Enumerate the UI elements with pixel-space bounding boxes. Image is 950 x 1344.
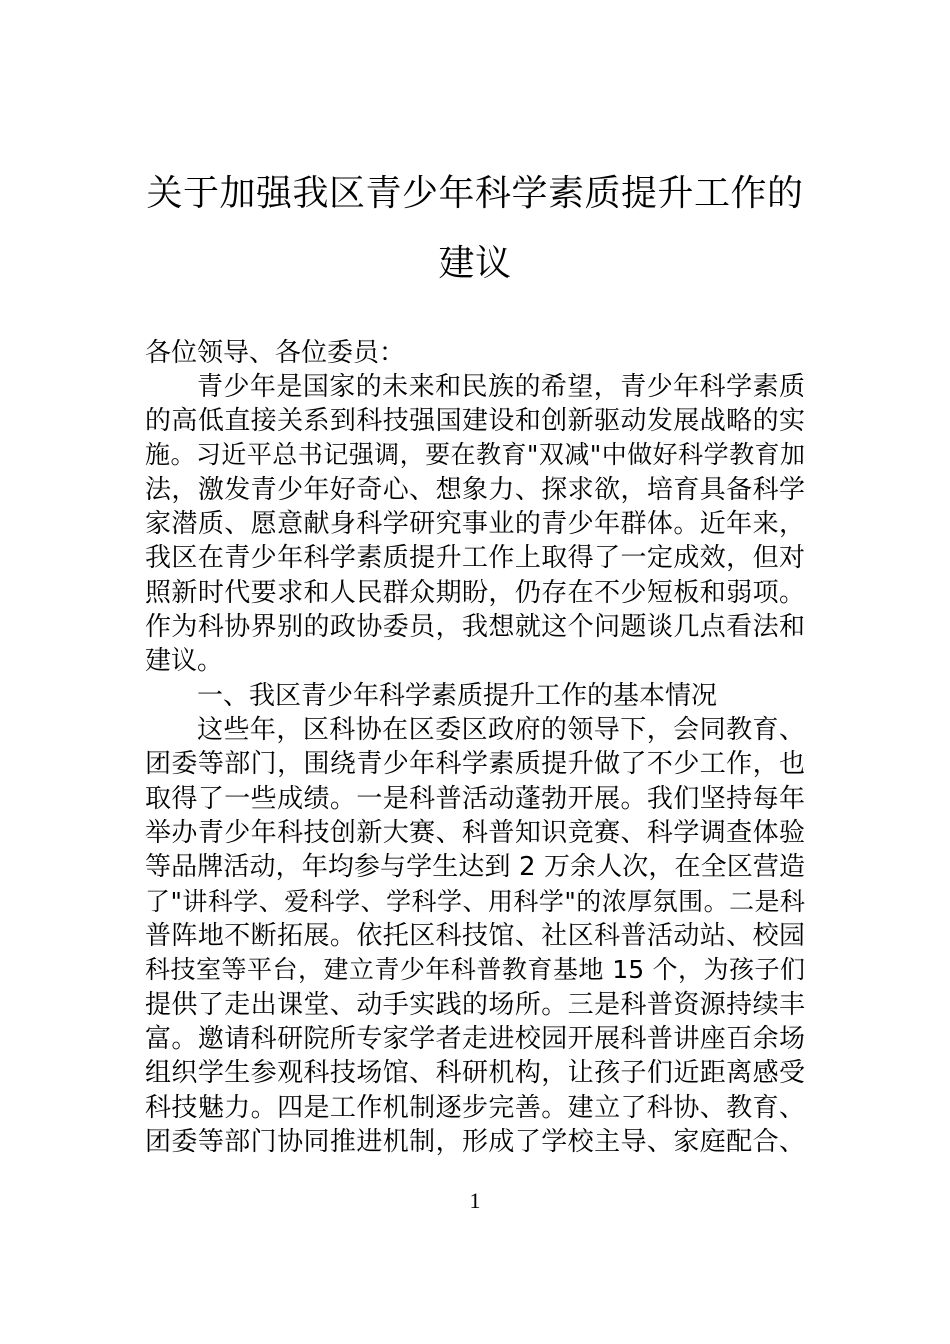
paragraph-line: 科技魅力。四是工作机制逐步完善。建立了科协、教育、	[145, 1093, 805, 1123]
paragraph-line: 照新时代要求和人民群众期盼，仍存在不少短板和弱项。	[145, 578, 805, 608]
paragraph-line: 作为科协界别的政协委员，我想就这个问题谈几点看法和	[145, 612, 805, 642]
paragraph-line: 科技室等平台，建立青少年科普教育基地 15 个，为孩子们	[145, 955, 805, 984]
section-heading: 一、我区青少年科学素质提升工作的基本情况	[197, 681, 718, 711]
salutation: 各位领导、各位委员：	[145, 338, 406, 368]
paragraph-line: 的高低直接关系到科技强国建设和创新驱动发展战略的实	[145, 406, 805, 436]
paragraph-line: 富。邀请科研院所专家学者走进校园开展科普讲座百余场	[145, 1024, 805, 1054]
paragraph-line: 组织学生参观科技场馆、科研机构，让孩子们近距离感受	[145, 1058, 805, 1088]
paragraph-line: 提供了走出课堂、动手实践的场所。三是科普资源持续丰	[145, 990, 805, 1020]
paragraph-line: 普阵地不断拓展。依托区科技馆、社区科普活动站、校园	[145, 921, 805, 951]
page-number: 1	[469, 1188, 481, 1213]
paragraph-line: 团委等部门协同推进机制，形成了学校主导、家庭配合、	[145, 1127, 805, 1157]
document-title-line-1: 关于加强我区青少年科学素质提升工作的	[146, 173, 804, 214]
paragraph-line: 施。习近平总书记强调，要在教育"双减"中做好科学教育加	[145, 440, 805, 469]
paragraph-line: 团委等部门，围绕青少年科学素质提升做了不少工作，也	[145, 749, 805, 779]
document-title-line-2: 建议	[438, 243, 512, 284]
paragraph-line: 取得了一些成绩。一是科普活动蓬勃开展。我们坚持每年	[145, 784, 805, 814]
paragraph-line: 举办青少年科技创新大赛、科普知识竞赛、科学调查体验	[145, 818, 805, 848]
paragraph-line: 家潜质、愿意献身科学研究事业的青少年群体。近年来，	[145, 509, 805, 539]
paragraph-line: 这些年，区科协在区委区政府的领导下，会同教育、	[197, 715, 805, 745]
paragraph-line: 建议。	[145, 646, 224, 676]
paragraph-line: 我区在青少年科学素质提升工作上取得了一定成效，但对	[145, 543, 805, 573]
paragraph-line: 等品牌活动，年均参与学生达到 2 万余人次，在全区营造	[145, 852, 805, 882]
paragraph-line: 了"讲科学、爱科学、学科学、用科学"的浓厚氛围。二是科	[145, 887, 805, 916]
paragraph-line: 青少年是国家的未来和民族的希望，青少年科学素质	[197, 372, 805, 402]
paragraph-line: 法，激发青少年好奇心、想象力、探求欲，培育具备科学	[145, 475, 805, 505]
